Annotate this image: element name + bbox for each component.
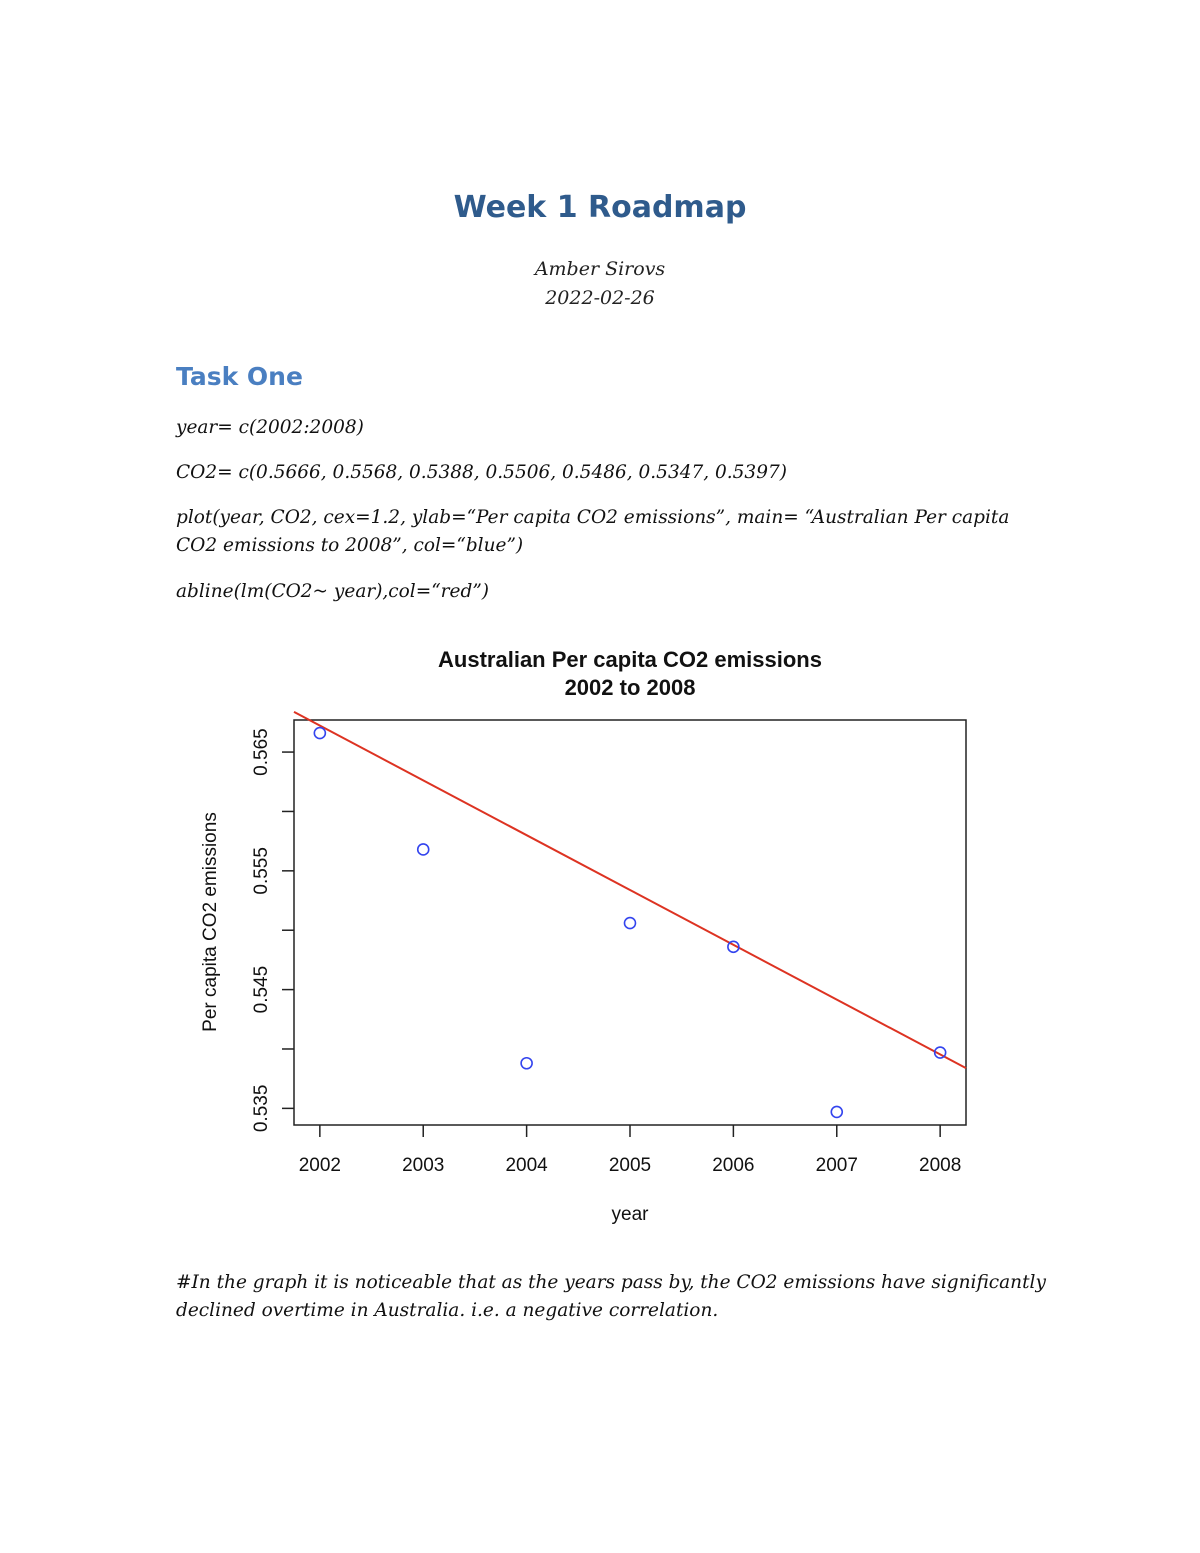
x-axis bbox=[299, 1125, 962, 1176]
data-points bbox=[314, 728, 945, 1118]
x-tick-label: 2007 bbox=[815, 1155, 858, 1176]
code-line-plot: plot(year, CO2, cex=1.2, ylab=“Per capita CO2 emissions”, main= “Australian Per capita CO2 emissions to 2008”, col=“blue”) bbox=[176, 507, 1010, 556]
code-line-co2: CO2= c(0.5666, 0.5568, 0.5388, 0.5506, 0.5486, 0.5347, 0.5397) bbox=[176, 462, 787, 483]
x-tick-label: 2003 bbox=[402, 1155, 445, 1176]
co2-scatter-chart bbox=[180, 630, 1000, 1240]
x-tick-label: 2006 bbox=[712, 1155, 755, 1176]
regression-line bbox=[294, 712, 966, 1068]
plot-frame bbox=[294, 720, 966, 1125]
analysis-note: #In the graph it is noticeable that as the years pass by, the CO2 emissions have significantly declined overtime in Australia. i.e. a negative correlation. bbox=[176, 1272, 1046, 1321]
document-date: 2022-02-26 bbox=[545, 287, 655, 309]
data-point bbox=[521, 1058, 532, 1069]
data-point bbox=[418, 844, 429, 855]
data-point bbox=[314, 728, 325, 739]
code-line-year: year= c(2002:2008) bbox=[176, 417, 364, 438]
data-point bbox=[831, 1106, 842, 1117]
chart-subtitle: 2002 to 2008 bbox=[564, 675, 696, 700]
y-tick-label: 0.565 bbox=[251, 728, 272, 776]
y-axis bbox=[251, 728, 294, 1132]
x-tick-label: 2002 bbox=[298, 1155, 341, 1176]
data-point bbox=[625, 918, 636, 929]
code-line-abline: abline(lm(CO2~ year),col=“red”) bbox=[176, 581, 489, 602]
x-tick-label: 2004 bbox=[505, 1155, 548, 1176]
document-author: Amber Sirovs bbox=[534, 258, 666, 280]
x-tick-label: 2008 bbox=[919, 1155, 962, 1176]
x-tick-label: 2005 bbox=[608, 1155, 652, 1176]
y-tick-label: 0.555 bbox=[251, 847, 272, 895]
y-axis-label: Per capita CO2 emissions bbox=[200, 812, 221, 1032]
section-heading: Task One bbox=[176, 362, 303, 391]
document-title: Week 1 Roadmap bbox=[453, 190, 747, 225]
y-tick-label: 0.545 bbox=[251, 965, 272, 1014]
y-tick-label: 0.535 bbox=[251, 1084, 272, 1133]
chart-title: Australian Per capita CO2 emissions bbox=[438, 647, 822, 672]
x-axis-label: year bbox=[611, 1204, 649, 1225]
